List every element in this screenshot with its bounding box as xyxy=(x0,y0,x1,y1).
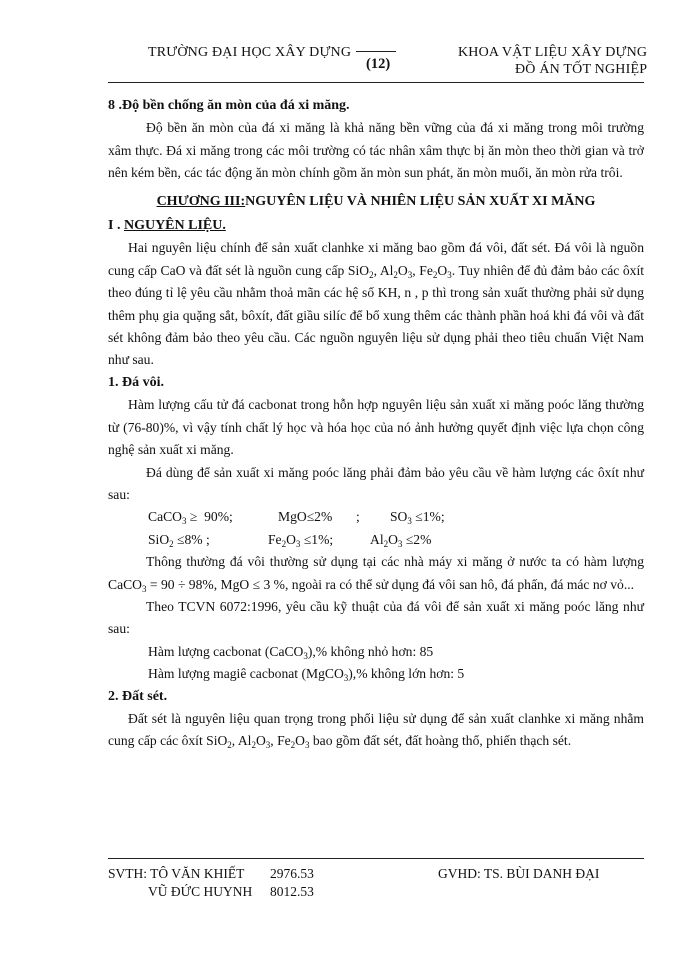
section-8-paragraph: Độ bền ăn mòn của đá xi măng là khả năng bền vững của đá xi măng trong môi trường xâm thực. Đá xi măng trong các môi trường có tác nhân xâm thực bị ăn mòn theo thời gian và trở nên kém bền, các tác động ăn mòn chính gồm ăn mòn sun phát, ăn mòn muối, ăn mòn rửa trôi. xyxy=(108,120,644,181)
requirement-row-1 xyxy=(108,506,644,528)
header-faculty: KHOA VẬT LIỆU XÂY DỰNG xyxy=(458,45,648,60)
header-rule xyxy=(108,82,644,83)
req-mgo: MgO≤2% xyxy=(278,509,333,525)
footer-student-1: TÔ VĂN KHIẾT xyxy=(150,866,245,881)
limestone-paragraph-3 xyxy=(108,551,644,596)
footer-student-2: VŨ ĐỨC HUYNH xyxy=(148,884,253,899)
part-1-oxides: SiO$_2$, $Al_2O_3$, $Fe_2O_3$ xyxy=(347,262,452,280)
footer-id-1: 2976.53 xyxy=(270,866,314,881)
part-1-paragraph xyxy=(108,237,644,371)
header-school: TRƯỜNG ĐẠI HỌC XÂY DỰNG xyxy=(148,45,352,60)
chapter-label: CHƯƠNG III: xyxy=(156,193,246,209)
req-so3: $SO_3 \le 1\%$; xyxy=(390,509,445,527)
req-sep: ; xyxy=(356,509,360,525)
req-fe2o3: $Fe_2O_3 \le 1\%$; xyxy=(268,531,334,549)
chapter-title xyxy=(108,191,644,213)
limestone-spec-1: Hàm lượng cacbonat (CaCO$_3$),% không nhỏ hơn: 85 xyxy=(148,643,434,661)
limestone-p3-formula: CaCO$_3$ = 90 ÷ 98%, MgO ≤ 3 % xyxy=(108,576,285,594)
section-8-title: 8 .Độ bền chống ăn mòn của đá xi măng. xyxy=(108,98,350,113)
clay-title: 2. Đất sét. xyxy=(108,688,168,704)
limestone-paragraph-4: Theo TCVN 6072:1996, yêu cầu kỹ thuật của đá vôi để sản xuất xi măng poóc lăng như sau: xyxy=(108,598,644,637)
part-1-name: NGUYÊN LIỆU. xyxy=(123,218,226,234)
footer-svth-label: SVTH: xyxy=(108,866,151,881)
limestone-p3-b: , ngoài ra có thể sử dụng đá vôi san hô, đá phấn, đá mác nơ vỏ... xyxy=(285,576,635,592)
requirement-row-2 xyxy=(108,529,644,551)
part-1-text-a: Hai nguyên liệu chính để sản xuất clanhke xi măng bao gồm đá vôi, đất sét. Đá vôi là nguồn cung cấp CaO và đất sét là nguồn cung cấp xyxy=(108,240,644,278)
clay-text-a: Đất sét là nguyên liệu quan trọng trong phối liệu sử dụng để sản xuất clanhke xi măng nhằm cung cấp các ôxít xyxy=(108,710,644,749)
footer-id-2: 8012.53 xyxy=(270,884,314,899)
page-number-rule xyxy=(356,51,396,52)
req-sio2: SiO$_2$ ≤8% ; xyxy=(148,531,210,549)
clay-text-b: bao gồm đất sét, đất hoàng thổ, phiến thạch sét. xyxy=(309,733,572,749)
clay-oxides: SiO$_2$, $Al_2O_3$, $Fe_2O_3$ xyxy=(206,733,310,751)
footer-svth xyxy=(108,866,244,882)
header-project: ĐỒ ÁN TỐT NGHIỆP xyxy=(515,62,648,77)
limestone-paragraph-1: Hàm lượng cấu tử đá cacbonat trong hỗn hợp nguyên liệu sản xuất xi măng poóc lăng thường từ (76-80)%, vì vậy tính chất lý học và hóa học của nó ảnh hưởng quyết định việc lựa chọn công nghệ sản xuất xi măng. xyxy=(108,397,644,458)
footer-rule xyxy=(108,858,644,859)
limestone-p3-a: Thông thường đá vôi thường sử dụng tại các nhà máy xi măng ở nước ta có hàm lượng xyxy=(146,554,644,570)
req-al2o3: $Al_2O_3 \le 2\%$ xyxy=(370,531,432,549)
clay-paragraph xyxy=(108,708,644,753)
footer-gvhd: GVHD: TS. BÙI DANH ĐẠI xyxy=(438,866,600,881)
document-body xyxy=(108,95,644,753)
part-1-title xyxy=(108,215,644,237)
req-caco3: CaCO$_3$ ≥ 90%; xyxy=(148,509,233,527)
part-1-text-b: . Tuy nhiên để đủ đảm bảo các ôxít theo đúng tỉ lệ yêu cầu nhằm thoả mãn các hệ số KH, n , p thì trong sản xuất thường phải sử dụng thêm phụ gia quặng sắt, bôxít, đất giầu silíc để bổ xung thêm các thành phần hoá khi đá vôi và đất sét không đảm bảo theo yêu cầu. Các nguồn nguyên liệu sử dụng phải theo tiêu chuẩn Việt Nam như sau. xyxy=(108,262,645,368)
header-page-number: (12) xyxy=(366,56,391,72)
limestone-title: 1. Đá vôi. xyxy=(108,374,164,390)
part-1-prefix: I . xyxy=(108,218,124,234)
chapter-name: NGUYÊN LIỆU VÀ NHIÊN LIỆU SẢN XUẤT XI MĂNG xyxy=(245,193,596,209)
limestone-paragraph-2: Đá dùng để sản xuất xi măng poóc lăng phải đảm bảo yêu cầu về hàm lượng các ôxít như sau: xyxy=(108,464,644,502)
limestone-spec-2: Hàm lượng magiê cacbonat (MgCO$_3$),% không lớn hơn: 5 xyxy=(148,666,465,684)
